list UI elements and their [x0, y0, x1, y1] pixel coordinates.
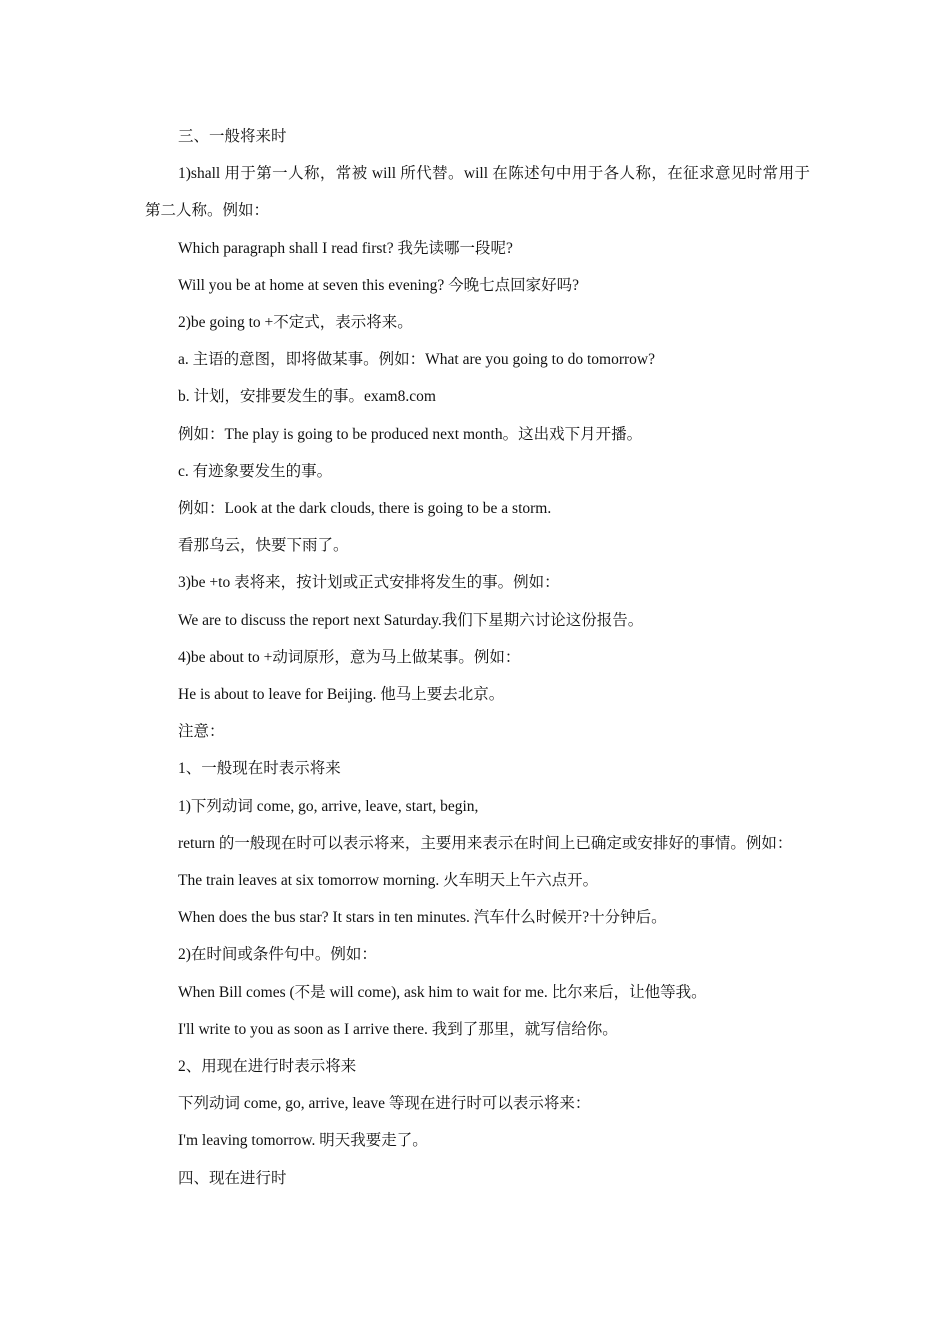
example-line: The train leaves at six tomorrow morning. 火车明天上午六点开。 — [178, 872, 599, 890]
example-line: 例如：The play is going to be produced next month。这出戏下月开播。 — [178, 425, 643, 443]
example-line: I'll write to you as soon as I arrive there. 我到了那里，就写信给你。 — [178, 1020, 618, 1038]
section-heading-present-progressive: 四、现在进行时 — [178, 1169, 287, 1187]
document-body — [145, 118, 810, 1197]
example-line: 例如：Look at the dark clouds, there is going to be a storm. — [178, 500, 552, 518]
section-heading-simple-future: 三、一般将来时 — [178, 128, 287, 145]
list-item-a: a. 主语的意图，即将做某事。例如：What are you going to do tomorrow? — [178, 351, 655, 369]
example-line: When Bill comes (不是 will come), ask him to wait for me. 比尔来后，让他等我。 — [178, 983, 707, 1001]
example-line: We are to discuss the report next Saturday.我们下星期六讨论这份报告。 — [178, 611, 644, 629]
example-translation: 看那乌云，快要下雨了。 — [178, 537, 349, 555]
example-line: I'm leaving tomorrow. 明天我要走了。 — [178, 1132, 428, 1150]
example-line: Will you be at home at seven this evening? 今晚七点回家好吗? — [178, 276, 580, 294]
subheading-present-progressive-future: 2、用现在进行时表示将来 — [178, 1058, 357, 1076]
note-heading: 注意： — [178, 723, 225, 741]
subheading-simple-present-future: 1、一般现在时表示将来 — [178, 760, 341, 778]
paragraph-progressive-verbs: 下列动词 come, go, arrive, leave 等现在进行时可以表示将来： — [178, 1095, 591, 1113]
paragraph-return: return 的一般现在时可以表示将来，主要用来表示在时间上已确定或安排好的事情。例如： — [178, 834, 793, 852]
example-line: Which paragraph shall I read first? 我先读哪一段呢? — [178, 239, 513, 257]
paragraph-be-about-to: 4)be about to +动词原形，意为马上做某事。例如： — [178, 648, 521, 666]
paragraph-time-clause: 2)在时间或条件句中。例如： — [178, 946, 377, 964]
list-item-b: b. 计划，安排要发生的事。exam8.com — [178, 388, 436, 406]
example-line: He is about to leave for Beijing. 他马上要去北京。 — [178, 686, 505, 704]
list-item-c: c. 有迹象要发生的事。 — [178, 462, 333, 480]
paragraph-verb-list: 1)下列动词 come, go, arrive, leave, start, begin, — [178, 797, 479, 815]
paragraph-be-to: 3)be +to 表将来，按计划或正式安排将发生的事。例如： — [178, 574, 560, 592]
example-line: When does the bus star? It stars in ten minutes. 汽车什么时候开?十分钟后。 — [178, 909, 667, 927]
paragraph-be-going-to: 2)be going to +不定式，表示将来。 — [178, 314, 413, 332]
paragraph-shall-will: 1)shall 用于第一人称，常被 will 所代替。will 在陈述句中用于各人称，在征求意见时常用于第二人称。例如： — [145, 165, 810, 220]
